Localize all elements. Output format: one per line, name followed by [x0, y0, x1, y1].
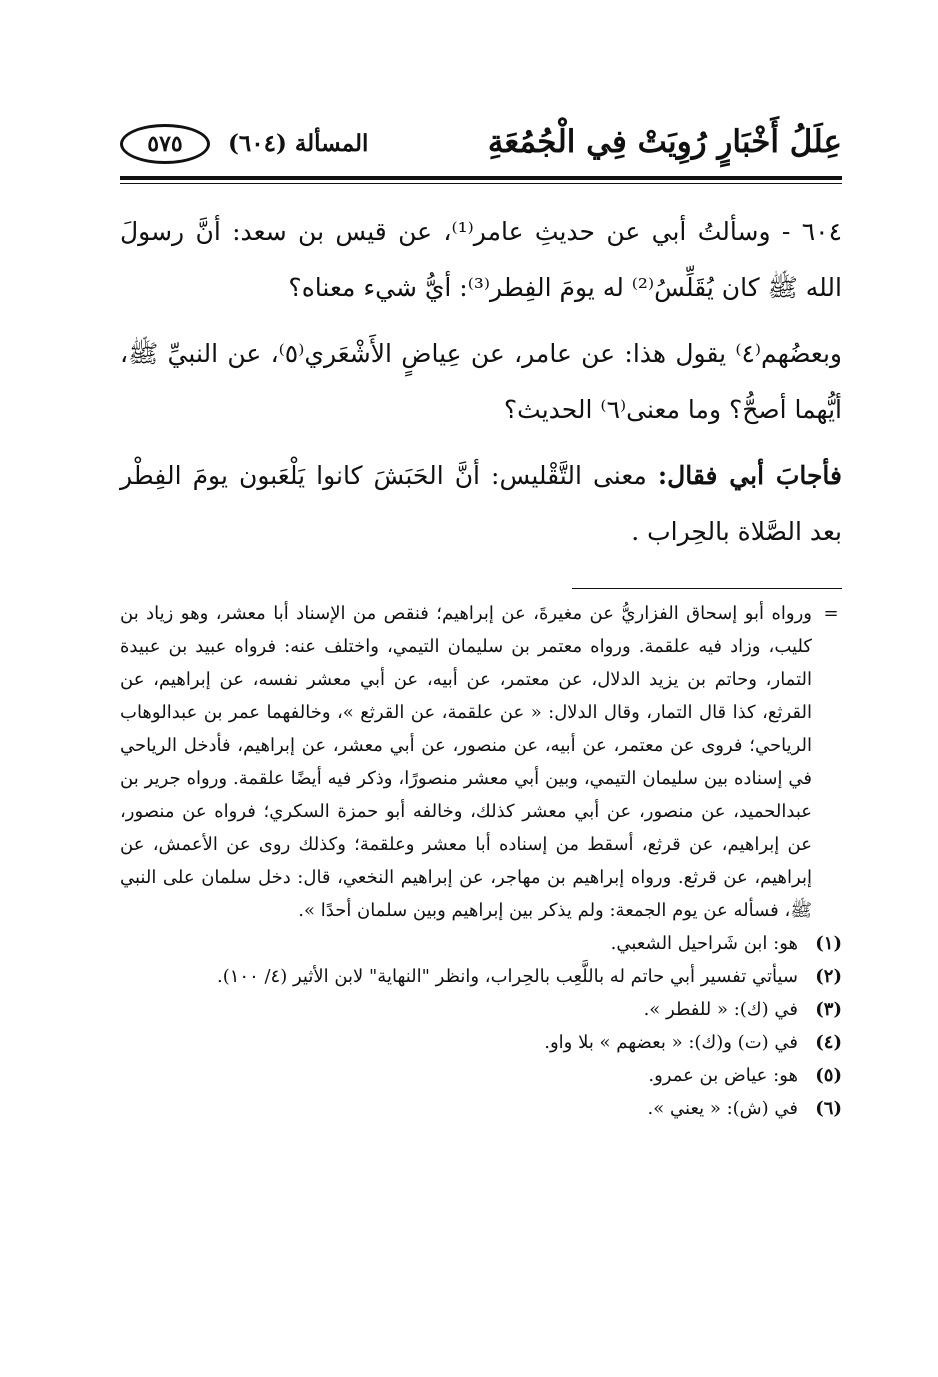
- footnotes: [120, 597, 842, 1125]
- footnote-separator: [572, 588, 842, 589]
- footnote-number: (٣): [815, 999, 842, 1020]
- footnote-number: (٢): [815, 966, 842, 987]
- footnote-item: [120, 993, 842, 1026]
- footnote-text: في (ت) و(ك): « بعضهم » بلا واو.: [544, 1032, 798, 1053]
- page: [120, 118, 842, 1125]
- page-number: ٥٧٥: [120, 124, 210, 164]
- footnote-continuation: [120, 597, 842, 927]
- footnote-item: [120, 927, 842, 960]
- footnote-text: سيأتي تفسير أبي حاتم له باللَّعِب بالحِراب، وانظر "النهاية" لابن الأثير (٤/ ١٠٠).: [216, 966, 798, 987]
- footnote-item: [120, 960, 842, 993]
- footnote-text: هو: ابن شَراحيل الشعبي.: [610, 933, 798, 954]
- continuation-text: ورواه أبو إسحاق الفزاريُّ عن مغيرةَ، عن إبراهيم؛ فنقص من الإسناد أبا معشر، وهو زياد بن كليب، وزاد فيه علقمة. ورواه معتمر بن سليمان التيمي، واختلف عنه: فرواه عبيد بن عبيدة التمار، وحاتم بن يزيد الدلال، عن معتمر، عن أبيه، عن أبي معشر نفسه، عن إبراهيم، عن القرثع، كذا قال التمار، وقال الدلال: « عن علقمة، عن القرثع »، وخالفهما عمر بن عبدالوهاب الرياحي؛ فروى عن معتمر، عن أبيه، عن منصور، عن أبي معشر، عن إبراهيم، فأدخل الرياحي في إسناده بين سليمان التيمي، وبين أبي معشر منصورًا، وذكر فيه أيضًا علقمة. ورواه جرير بن عبدالحميد، عن منصور، عن أبي معشر كذلك، وخالفه أبو حمزة السكري؛ فرواه عن منصور، عن إبراهيم، عن قرثع، أسقط من إسناده أبا معشر وعلقمة؛ وكذلك روى عن الأعمش، عن إبراهيم، عن قرثع. ورواه إبراهيم بن مهاجر، عن إبراهيم النخعي، قال: دخل سلمان على النبي ﷺ، فسأله عن يوم الجمعة: ولم يذكر بين إبراهيم وبين سلمان أحدًا ».: [120, 603, 812, 921]
- main-text: [120, 204, 842, 560]
- answer-paragraph: [120, 448, 842, 560]
- book-title: عِلَلُ أَخْبَارٍ رُوِيَتْ فِي الْجُمُعَةِ: [487, 124, 842, 160]
- footnote-text: في (ش): « يعني ».: [647, 1098, 798, 1119]
- issue-number: المسألة (٦٠٤): [228, 130, 369, 157]
- answer-lead: فأجابَ أبي فقال:: [657, 461, 842, 490]
- footnote-text: في (ك): « للفطر ».: [643, 999, 798, 1020]
- footnote-item: [120, 1059, 842, 1092]
- footnote-item: [120, 1092, 842, 1125]
- footnote-item: [120, 1026, 842, 1059]
- footnote-number: (١): [815, 933, 842, 954]
- footnote-number: (٦): [815, 1098, 842, 1119]
- header-rule-thin: [120, 183, 842, 184]
- footnote-text: هو: عياض بن عمرو.: [648, 1065, 798, 1086]
- variant-paragraph: وبعضُهم⁽٤⁾ يقول هذا: عن عامر، عن عِياضٍ الأَشْعَري⁽٥⁾، عن النبيِّ ﷺ، أيُّهما أصحُّ؟ وما معنى⁽٦⁾ الحديث؟: [120, 339, 842, 424]
- question-paragraph: ٦٠٤ - وسألتُ أبي عن حديثِ عامر⁽¹⁾، عن قيس بن سعد: أنَّ رسولَ الله ﷺ كان يُقَلِّسُ⁽²⁾ له يومَ الفِطر⁽³⁾: أيُّ شيء معناه؟: [120, 217, 843, 302]
- header-rule-thick: [120, 176, 842, 180]
- continuation-mark: =: [823, 603, 839, 624]
- running-header: [120, 118, 842, 174]
- footnote-number: (٤): [815, 1032, 842, 1053]
- answer-text: معنى التَّقْليس: أنَّ الحَبَشَ كانوا يَلْعَبون يومَ الفِطْر بعد الصَّلاة بالحِراب .: [120, 461, 842, 546]
- footnote-number: (٥): [815, 1065, 842, 1086]
